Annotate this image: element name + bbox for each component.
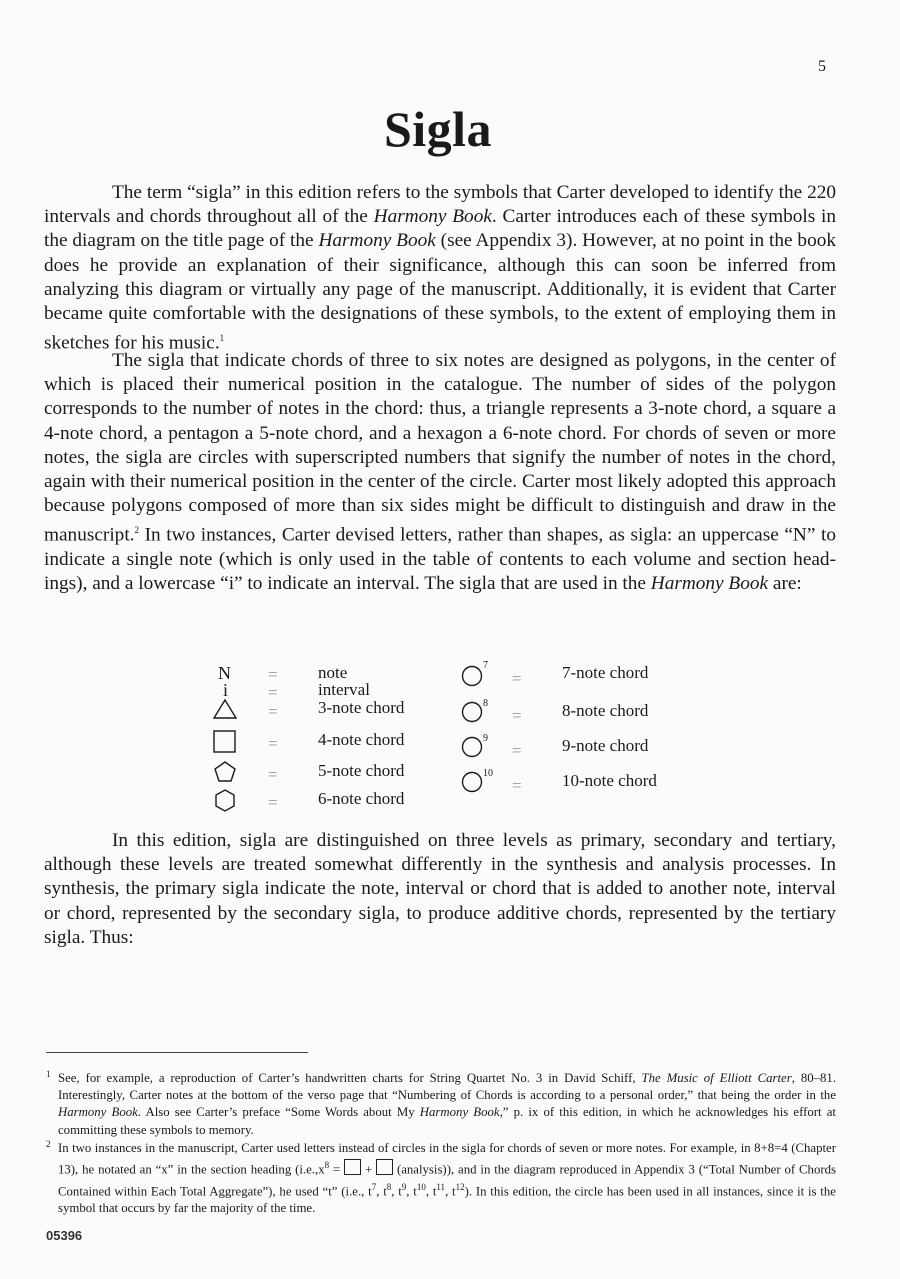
square-icon xyxy=(376,1159,393,1175)
equals-sign: = xyxy=(512,706,522,725)
fn1-italic-b: Harmony Book xyxy=(58,1105,138,1120)
fn2-text-b: = xyxy=(329,1162,345,1177)
footnote-1 xyxy=(46,1070,836,1139)
equals-sign: = xyxy=(268,734,278,753)
circle-superscript: 9 xyxy=(483,733,488,744)
page-number: 5 xyxy=(818,58,826,75)
fn2-text-a: In two instances in the manuscript, Carter used letters instead of circles in the sigla for chords of seven or more notes. For example, in 8+8=4 (Chapter 13), he notated an “x” in the section heading (i.e.,x xyxy=(58,1141,836,1177)
footnote-2 xyxy=(46,1140,836,1217)
equals-sign: = xyxy=(268,793,278,812)
fn2-sup-a: 8 xyxy=(324,1160,330,1171)
p2-text: The sigla that indicate chords of three to six notes are designed as polygons, in the center of which is placed their numerical position in the catalogue. The number of sides of the polygon corresponds to the number of notes in the chord: thus, a triangle represents a 3-note chord, a square a 4-note chord, a pentagon a 5-note chord, and a hexagon a 6-note chord. For chords of seven or more notes, the sigla are circles with superscripted numbers that signify the number of notes in the chord, again with their numerical position in the center of the circle. Carter most likely adopted this approach because polygons composed of more than six sides might be difficult to distinguish and draw in the manuscript. xyxy=(44,350,836,546)
footnote-ref-2[interactable]: 2 xyxy=(134,525,139,536)
fn2-sup: 10 xyxy=(416,1181,426,1192)
circle-superscript: 8 xyxy=(483,698,488,709)
square-icon xyxy=(212,729,238,755)
fn2-text-e: ). In this edition, the circle has been used in all instances, since it is the symbol that occurs by far the majority of the time. xyxy=(58,1183,836,1216)
circle-superscript: 7 xyxy=(483,660,488,671)
paragraph-polygons xyxy=(44,349,836,596)
page-title: Sigla xyxy=(383,101,493,157)
book-title: Harmony Book xyxy=(373,206,492,228)
equals-sign: = xyxy=(268,683,278,702)
circle-icon xyxy=(461,664,485,688)
fn1-text-a: See, for example, a reproduction of Carter’s handwritten charts for String Quartet No. 3 in David Schiff, xyxy=(58,1071,642,1085)
paragraph-intro xyxy=(44,181,836,356)
footnote-mark: 2 xyxy=(46,1139,51,1149)
equals-sign: = xyxy=(268,765,278,784)
equals-sign: = xyxy=(268,665,278,684)
footnote-1-text xyxy=(46,1070,836,1139)
fn2-sup: 11 xyxy=(436,1181,446,1192)
fn1-italic-c: Harmony Book xyxy=(419,1105,500,1120)
equals-sign: = xyxy=(512,741,522,760)
footnote-divider xyxy=(46,1052,308,1053)
sigla-symbol-note: N xyxy=(218,663,231,683)
hexagon-icon xyxy=(212,788,238,814)
sigla-meaning-4note: 4-note chord xyxy=(318,730,405,749)
sigla-meaning-note: note xyxy=(318,663,348,682)
fn1-text-c: . Also see Carter’s preface “Some Words about My xyxy=(137,1105,420,1120)
fn2-sup: 9 xyxy=(401,1181,407,1192)
fn2-sup: 7 xyxy=(371,1181,377,1192)
sigla-meaning-8note: 8-note chord xyxy=(562,701,649,720)
triangle-icon xyxy=(212,698,238,720)
equals-sign: = xyxy=(512,669,522,688)
paragraph-1-text xyxy=(44,181,836,356)
fn2-sup: 8 xyxy=(386,1181,392,1192)
p1-text: The term “sigla” in this edition refers to the symbols that Carter developed to identify the 220 intervals and chords throughout all of the Harmony Book. Carter introduces each of these symbols in the diagram on the title page of the Harmony Book (see Appendix 3). However, at no point in the book does he provide an explanation of their significance, although this can soon be inferred from analyzing this diagram or virtually any page of the manuscript. Additionally, it is evident that Carter became quite comfortable with the designations of these symbols, to the extent of employing them in sketches for his music. xyxy=(44,182,837,354)
circle-icon xyxy=(461,735,485,759)
paragraph-2-text xyxy=(44,349,836,596)
publisher-code: 05396 xyxy=(46,1228,83,1243)
paragraph-4-text: In this edition, sigla are distinguished on three levels as primary, secondary and tertiary, although these levels are treated somewhat differently in the synthesis and analysis processes. In synthesis, the primary sigla indicate the note, interval or chord that is added to another note, interval or chord, represented by the secondary sigla, to produce additive chords, represented by the tertiary sigla. Thus: xyxy=(44,830,836,948)
circle-icon xyxy=(461,700,485,724)
book-title: Harmony Book xyxy=(650,573,769,595)
book-title: Harmony Book xyxy=(318,230,436,252)
pentagon-icon xyxy=(212,760,238,784)
sigla-meaning-9note: 9-note chord xyxy=(562,736,649,755)
sigla-meaning-3note: 3-note chord xyxy=(318,698,405,717)
fn2-sup: 12 xyxy=(455,1181,465,1192)
fn1-text-b: , 80–81. Interestingly, Carter notes at the bottom of the verso page that “Numbering of Chords is according to a personal order,” that being the order in the xyxy=(58,1071,837,1103)
footnote-ref-1[interactable]: 1 xyxy=(219,333,225,344)
fn2-text-c: + xyxy=(361,1162,377,1177)
circle-icon xyxy=(461,770,485,794)
paragraph-levels xyxy=(44,829,836,950)
fn1-italic-a: The Music of Elliott Carter xyxy=(641,1071,792,1085)
p2b-text: In two instances, Carter devised letters, rather than shapes, as sigla: an uppercase “N” to indicate a single note (which is only used in the table of contents to each volume and section headings), and a lowercase “i” to indicate an interval. The sigla that are used in the Harmony Book are: xyxy=(44,524,836,595)
square-icon xyxy=(344,1159,361,1175)
equals-sign: = xyxy=(512,776,522,795)
footnote-2-text: 2 In two instances in the manuscript, Carter used letters instead of circles in the sigla for chords of seven or more notes. For example, in 8+8=4 (Chapter 13), he notated an “x” in the section heading ($i.e.,x^8$ = + (analysis)), and in the diagram reproduced in Appendix 3 (“Total Number of Chords Contained within Each Total Aggregate”), he used “t” (i.e., $t^7$, $t^8$, $t^9$, $t^{10}$, $t^{11}$, $t^{12}$). In this edition, the circle has been used in all instances, since it is the symbol that occurs by far the majority of the time. xyxy=(46,1140,836,1217)
sigla-symbol-interval: i xyxy=(223,680,229,700)
fn2-text-d: (analysis)), and in the diagram reproduced in Appendix 3 (“Total Number of Chords Contained within Each Total Aggregate”), he used “t” (i.e., t xyxy=(58,1162,836,1198)
sigla-meaning-6note: 6-note chord xyxy=(318,789,405,808)
circle-superscript: 10 xyxy=(483,768,493,779)
footnote-mark: 1 xyxy=(46,1069,51,1079)
sigla-meaning-7note: 7-note chord xyxy=(562,663,649,682)
sigla-meaning-5note: 5-note chord xyxy=(318,761,405,780)
equals-sign: = xyxy=(268,702,278,721)
sigla-meaning-10note: 10-note chord xyxy=(562,771,657,790)
sigla-meaning-interval: interval xyxy=(318,680,370,699)
fn1-text-d: ,” p. ix of this edition, in which he acknowledges his effort at committing these symbols to memory. xyxy=(58,1105,836,1137)
